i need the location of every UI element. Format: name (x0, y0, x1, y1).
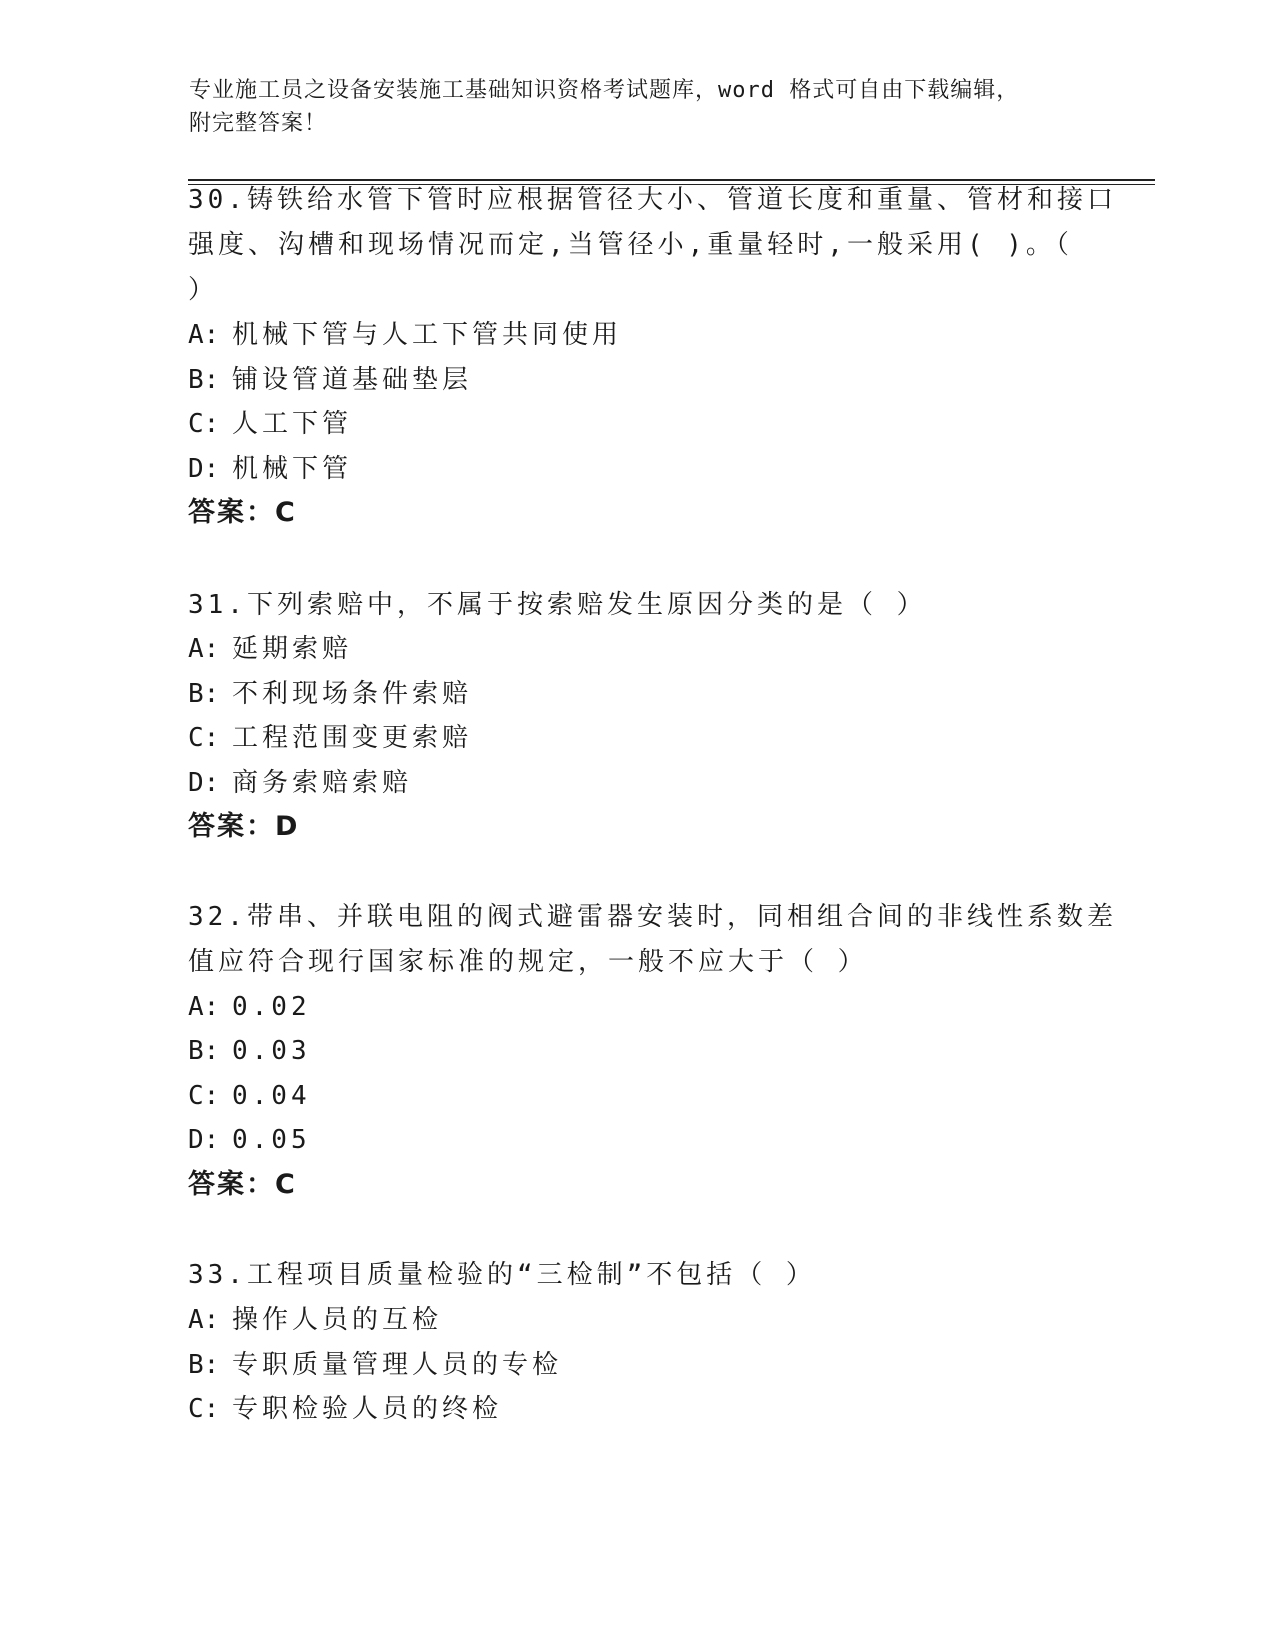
question-32-option-c (188, 1073, 311, 1119)
question-32-line-2: 值应符合现行国家标准的规定，一般不应大于（ ） (188, 947, 868, 977)
question-31-line-1: 31.下列索赔中，不属于按索赔发生原因分类的是（ ） (188, 590, 927, 620)
question-32-answer (188, 1162, 297, 1208)
question-30-line-2: 强度、沟槽和现场情况而定,当管径小,重量轻时,一般采用( )。（ (188, 230, 1073, 260)
question-30-answer (188, 490, 297, 536)
option-text: 铺设管道基础垫层 (232, 365, 473, 395)
option-letter: A: (188, 634, 220, 664)
option-text: 0.03 (232, 1036, 311, 1066)
question-31-option-c (188, 715, 472, 761)
question-30-line-3: ） (188, 275, 219, 305)
option-text: 0.04 (232, 1081, 311, 1111)
question-31-answer (188, 804, 299, 850)
option-letter: C: (188, 1081, 220, 1111)
option-letter: D: (188, 1125, 220, 1155)
option-text: 0.02 (232, 992, 311, 1022)
question-32-line-1: 32.带串、并联电阻的阀式避雷器安装时，同相组合间的非线性系数差 (188, 902, 1117, 932)
question-30-option-b (188, 357, 472, 403)
option-text: 不利现场条件索赔 (232, 679, 473, 709)
answer-value: D (275, 811, 300, 842)
question-30-option-a (188, 312, 622, 358)
option-text: 专职检验人员的终检 (232, 1394, 503, 1424)
option-letter: A: (188, 992, 220, 1022)
question-33-line-1: 33.工程项目质量检验的“三检制”不包括（ ） (188, 1260, 816, 1290)
option-letter: C: (188, 1394, 220, 1424)
option-letter: B: (188, 1036, 220, 1066)
option-letter: C: (188, 723, 220, 753)
answer-label: 答案： (188, 811, 275, 842)
question-33-option-b (188, 1342, 562, 1388)
option-letter: D: (188, 768, 220, 798)
answer-value: C (275, 1169, 297, 1200)
question-31-option-a (188, 626, 352, 672)
option-text: 机械下管与人工下管共同使用 (232, 320, 623, 350)
question-30-line-1: 30.铸铁给水管下管时应根据管径大小、管道长度和重量、管材和接口 (188, 185, 1117, 215)
question-33-option-c (188, 1386, 502, 1432)
question-30-option-d (188, 446, 352, 492)
option-text: 0.05 (232, 1125, 311, 1155)
header-line-2: 附完整答案！ (189, 111, 328, 136)
answer-label: 答案： (188, 1169, 275, 1200)
option-letter: B: (188, 365, 220, 395)
option-letter: B: (188, 1350, 220, 1380)
option-letter: B: (188, 679, 220, 709)
option-letter: A: (188, 320, 220, 350)
option-text: 操作人员的互检 (232, 1305, 443, 1335)
question-30-option-c (188, 401, 352, 447)
option-text: 机械下管 (232, 454, 353, 484)
question-32-option-a (188, 984, 311, 1030)
option-text: 专职质量管理人员的专检 (232, 1350, 563, 1380)
option-letter: A: (188, 1305, 220, 1335)
option-letter: D: (188, 454, 220, 484)
option-text: 人工下管 (232, 409, 353, 439)
header-line-1: 专业施工员之设备安装施工基础知识资格考试题库，word 格式可自由下载编辑， (189, 78, 1020, 103)
document-header (189, 74, 1069, 140)
option-text: 延期索赔 (232, 634, 353, 664)
question-32-option-d (188, 1117, 311, 1163)
question-32-option-b (188, 1028, 311, 1074)
option-text: 工程范围变更索赔 (232, 723, 473, 753)
option-letter: C: (188, 409, 220, 439)
question-31-option-d (188, 760, 412, 806)
question-33-option-a (188, 1297, 442, 1343)
answer-value: C (275, 497, 297, 528)
answer-label: 答案： (188, 497, 275, 528)
question-31-option-b (188, 671, 472, 717)
option-text: 商务索赔索赔 (232, 768, 413, 798)
